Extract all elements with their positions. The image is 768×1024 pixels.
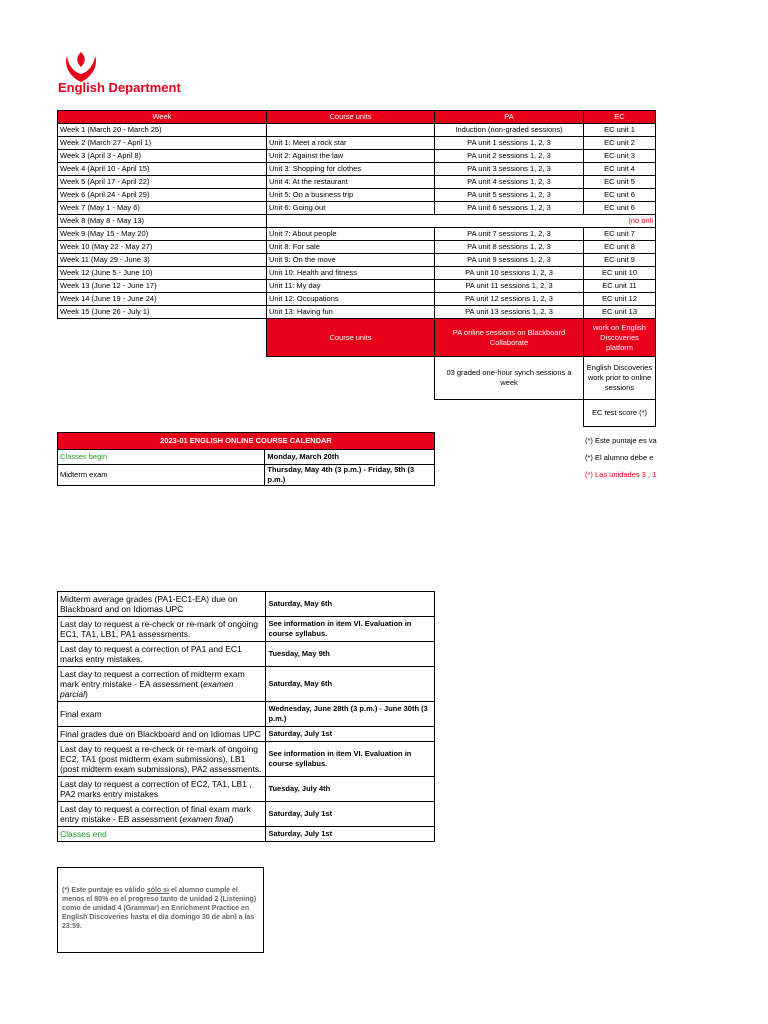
schedule-table: [57, 110, 656, 427]
deadline-date: Saturday, July 1st: [266, 827, 435, 842]
calendar-row-midterm: [58, 465, 435, 486]
schedule-body: [58, 124, 656, 319]
deadline-row: [58, 777, 435, 802]
deadline-row: [58, 702, 435, 727]
deadline-row: [58, 827, 435, 842]
calendar-value-midterm: Thursday, May 4th (3 p.m.) - Friday, 5th (3 p.m.): [265, 465, 435, 486]
week-cell: Week 5 (April 17 - April 22): [58, 176, 267, 189]
calendar-label-midterm: Midterm exam: [58, 465, 265, 486]
deadline-item: Last day to request a correction of EC2, TA1, LB1 , PA2 marks entry mistakes: [58, 777, 266, 802]
unit-cell: Unit 8: For sale: [267, 241, 435, 254]
legend-pa-description: 03 graded one-hour synch sessions a week: [435, 357, 584, 400]
pa-cell: PA unit 5 sessions 1, 2, 3: [435, 189, 584, 202]
ec-cell: EC unit 13: [584, 306, 656, 319]
schedule-row: [58, 254, 656, 267]
week-cell: Week 11 (May 29 - June 3): [58, 254, 267, 267]
column-header-ec: EC: [584, 111, 656, 124]
deadline-item-text: Last day to request a correction of final exam mark entry mistake - EB assessment (: [60, 804, 251, 824]
unit-cell: Unit 2: Against the law: [267, 150, 435, 163]
footnote-text-underlined: sólo si: [146, 887, 169, 894]
deadline-row: [58, 592, 435, 617]
deadline-date: Saturday, May 6th: [266, 592, 435, 617]
schedule-row: [58, 124, 656, 137]
deadline-date: Saturday, July 1st: [266, 802, 435, 827]
side-note-2: (*) El alumno debe e: [585, 453, 654, 462]
deadline-row: [58, 727, 435, 742]
week-cell: Week 8 (May 8 - May 13): [58, 215, 267, 228]
schedule-row: [58, 150, 656, 163]
ec-cell: EC unit 4: [584, 163, 656, 176]
schedule-row: [58, 215, 656, 228]
week-cell: Week 9 (May 15 - May 20): [58, 228, 267, 241]
deadline-date: Tuesday, July 4th: [266, 777, 435, 802]
week-cell: Week 6 (April 24 - April 29): [58, 189, 267, 202]
schedule-row: [58, 202, 656, 215]
ec-cell: EC unit 1: [584, 124, 656, 137]
ec-cell: EC unit 6: [584, 202, 656, 215]
schedule-header-row: [58, 111, 656, 124]
schedule-row: [58, 176, 656, 189]
unit-cell: Unit 6: Going out: [267, 202, 435, 215]
calendar-title: 2023-01 ENGLISH ONLINE COURSE CALENDAR: [58, 433, 435, 450]
ec-cell: EC unit 11: [584, 280, 656, 293]
schedule-row: [58, 228, 656, 241]
ec-cell: EC unit 6: [584, 189, 656, 202]
deadline-item: Midterm average grades (PA1-EC1-EA) due on Blackboard and on Idiomas UPC: [58, 592, 266, 617]
legend-row-1: [58, 319, 656, 357]
week-cell: Week 10 (May 22 - May 27): [58, 241, 267, 254]
ec-cell: EC unit 8: [584, 241, 656, 254]
deadline-date: Tuesday, May 9th: [266, 642, 435, 667]
legend-ec: work on English Discoveries platform: [584, 319, 656, 357]
pa-cell: PA unit 7 sessions 1, 2, 3: [435, 228, 584, 241]
week-cell: Week 2 (March 27 - April 1): [58, 137, 267, 150]
pa-cell: PA unit 3 sessions 1, 2, 3: [435, 163, 584, 176]
schedule-row: [58, 137, 656, 150]
pa-cell: PA unit 2 sessions 1, 2, 3: [435, 150, 584, 163]
deadline-item-text: Last day to request a correction of midterm exam mark entry mistake - EA assessment (: [60, 669, 245, 689]
calendar-row-classes-begin: [58, 450, 435, 465]
deadline-row: [58, 742, 435, 777]
pa-cell: Induction (non-graded sessions): [435, 124, 584, 137]
footnote-box: [57, 867, 264, 953]
deadline-item: Final grades due on Blackboard and on Idiomas UPC: [58, 727, 266, 742]
deadline-item: Last day to request a correction of PA1 and EC1 marks entry mistakes.: [58, 642, 266, 667]
department-title: English Department: [58, 80, 181, 95]
pa-cell: PA unit 4 sessions 1, 2, 3: [435, 176, 584, 189]
deadline-item: Classes end: [58, 827, 266, 842]
ec-cell: EC unit 3: [584, 150, 656, 163]
week-cell: Week 12 (June 5 - June 10): [58, 267, 267, 280]
deadline-item: Last day to request a re-check or re-mark of ongoing EC1, TA1, LB1, PA1 assessments.: [58, 617, 266, 642]
deadline-row: [58, 617, 435, 642]
pa-cell: PA unit 11 sessions 1, 2, 3: [435, 280, 584, 293]
deadline-date: Saturday, July 1st: [266, 727, 435, 742]
pa-cell: PA unit 9 sessions 1, 2, 3: [435, 254, 584, 267]
footnote-text-start: (*) Este puntaje es válido: [62, 887, 147, 894]
week-cell: Week 15 (June 26 - July 1): [58, 306, 267, 319]
deadline-date: Wednesday, June 28th (3 p.m.) - June 30th (3 p.m.): [266, 702, 435, 727]
legend-course-units: Course units: [267, 319, 435, 357]
unit-cell: Unit 9: On the move: [267, 254, 435, 267]
schedule-row: [58, 280, 656, 293]
deadline-item-text-end: ): [85, 689, 88, 699]
legend-ec-score: EC test score (*): [584, 400, 656, 427]
pa-cell: PA unit 6 sessions 1, 2, 3: [435, 202, 584, 215]
unit-cell: Unit 10: Health and fitness: [267, 267, 435, 280]
deadline-item: [58, 802, 266, 827]
week-cell: Week 7 (May 1 - May 6): [58, 202, 267, 215]
footnote-text-end: el alumno cumple el menos el 80% en el progreso tanto de unidad 2 (Listening) como de unidad 4 (Grammar) en Enrichment Practice en English Discoveries hasta el día domingo 30 de abril a las 23:59.: [62, 887, 257, 930]
legend-ec-description: English Discoveries work prior to online sessions: [584, 357, 656, 400]
deadline-row: [58, 667, 435, 702]
schedule-row: [58, 306, 656, 319]
side-note-1: (*) Este puntaje es va: [585, 436, 657, 445]
schedule-row: [58, 189, 656, 202]
deadline-date: See information in item VI. Evaluation in course syllabus.: [266, 742, 435, 777]
schedule-row: [58, 267, 656, 280]
pa-cell: PA unit 8 sessions 1, 2, 3: [435, 241, 584, 254]
unit-cell: Unit 7: About people: [267, 228, 435, 241]
schedule-row: [58, 293, 656, 306]
deadlines-table: [57, 591, 435, 842]
schedule-row: [58, 163, 656, 176]
calendar-value-classes-begin: Monday, March 20th: [265, 450, 435, 465]
week-cell: Week 3 (April 3 - April 8): [58, 150, 267, 163]
unit-cell: Unit 12: Occupations: [267, 293, 435, 306]
ec-cell: EC unit 12: [584, 293, 656, 306]
deadline-item-emphasis: examen parcial: [60, 679, 234, 699]
pa-cell: PA unit 1 sessions 1, 2, 3: [435, 137, 584, 150]
unit-cell: Unit 5: On a business trip: [267, 189, 435, 202]
ec-cell: EC unit 10: [584, 267, 656, 280]
unit-cell: Unit 13: Having fun: [267, 306, 435, 319]
unit-cell: Unit 3: Shopping for clothes: [267, 163, 435, 176]
week-cell: Week 4 (April 10 - April 15): [58, 163, 267, 176]
deadline-item: Final exam: [58, 702, 266, 727]
column-header-pa: PA: [435, 111, 584, 124]
deadline-item-emphasis: examen final: [182, 814, 231, 824]
unit-cell: [267, 124, 435, 137]
deadline-item-text-end: ): [230, 814, 234, 824]
university-logo-icon: [62, 50, 100, 84]
legend-pa: PA online sessions on Blackboard Collaborate: [435, 319, 584, 357]
legend-row-2: [58, 357, 656, 400]
course-calendar-table: [57, 432, 435, 486]
week-cell: Week 1 (March 20 - March 25): [58, 124, 267, 137]
pa-cell: PA unit 13 sessions 1, 2, 3: [435, 306, 584, 319]
column-header-course-units: Course units: [267, 111, 435, 124]
unit-cell: Unit 1: Meet a rock star: [267, 137, 435, 150]
pa-cell: PA unit 12 sessions 1, 2, 3: [435, 293, 584, 306]
deadline-date: Saturday, May 6th: [266, 667, 435, 702]
ec-cell: EC unit 9: [584, 254, 656, 267]
week-cell: Week 13 (June 12 - June 17): [58, 280, 267, 293]
week-cell: Week 14 (June 19 - June 24): [58, 293, 267, 306]
column-header-week: Week: [58, 111, 267, 124]
deadline-row: [58, 642, 435, 667]
unit-cell: Unit 11: My day: [267, 280, 435, 293]
calendar-label-classes-begin: Classes begin: [58, 450, 265, 465]
deadline-date: See information in item VI. Evaluation in course syllabus.: [266, 617, 435, 642]
deadline-row: [58, 802, 435, 827]
unit-cell: Unit 4: At the restaurant: [267, 176, 435, 189]
schedule-row: [58, 241, 656, 254]
ec-cell: EC unit 7: [584, 228, 656, 241]
deadline-item: [58, 667, 266, 702]
side-note-3: (*) Las unidades 3 , 1: [585, 470, 657, 479]
legend-row-3: [58, 400, 656, 427]
break-cell: (no onli: [267, 215, 656, 228]
pa-cell: PA unit 10 sessions 1, 2, 3: [435, 267, 584, 280]
ec-cell: EC unit 5: [584, 176, 656, 189]
ec-cell: EC unit 2: [584, 137, 656, 150]
deadline-item: Last day to request a re-check or re-mark of ongoing EC2, TA1 (post midterm exam submissions), LB1 (post midterm exam submissions), PA2 assessments.: [58, 742, 266, 777]
